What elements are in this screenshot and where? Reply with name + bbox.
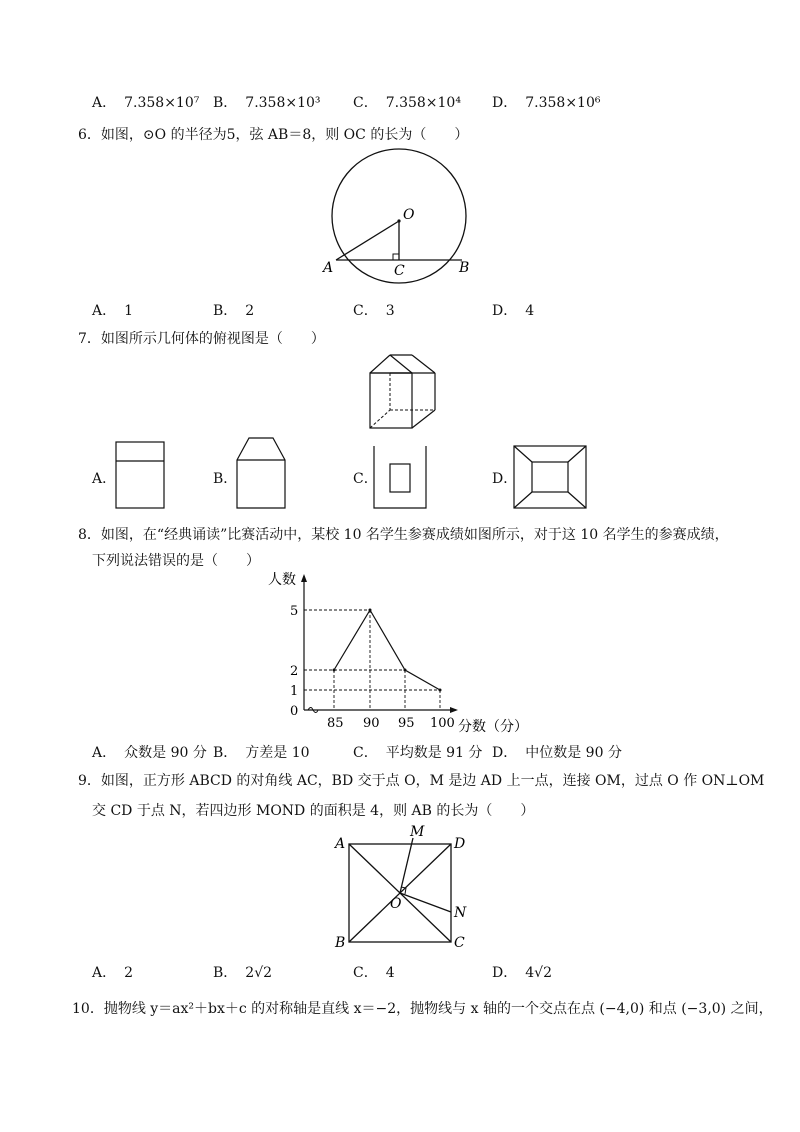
label-c: C: [394, 263, 405, 279]
q7-option-b-figure[interactable]: [233, 436, 289, 510]
y-axis-arrow: [301, 574, 307, 582]
q9-square-figure: [330, 826, 480, 956]
option-label: B．: [213, 95, 238, 111]
x-tick-label: 100: [430, 716, 455, 731]
x-tick-label: 85: [327, 716, 344, 731]
label-b: B: [459, 260, 470, 276]
option-label: A．: [92, 965, 117, 981]
option-text: 2: [124, 965, 134, 981]
option-label: A．: [92, 471, 117, 487]
option-text: 2: [245, 303, 255, 319]
option-label: C．: [353, 471, 378, 487]
q5-option-d[interactable]: [492, 94, 600, 112]
label-c: C: [454, 935, 465, 951]
option-label: A．: [92, 303, 117, 319]
option-label: C．: [353, 745, 378, 761]
option-text: 平均数是 91 分: [385, 745, 483, 761]
option-label: C．: [353, 965, 378, 981]
q5-option-a[interactable]: [92, 94, 199, 112]
option-text: 3: [385, 303, 395, 319]
q6-option-c[interactable]: [353, 302, 395, 320]
chart-xlabel: 分数（分）: [458, 719, 528, 735]
y-tick-label: 1: [290, 684, 299, 699]
data-point: [333, 669, 336, 672]
label-m: M: [410, 824, 425, 840]
data-point: [369, 609, 372, 612]
q8-option-b[interactable]: [213, 744, 310, 762]
q8-option-c[interactable]: [353, 744, 482, 762]
q7-stem: 7．如图所示几何体的俯视图是（ ）: [78, 331, 325, 347]
option-label: A．: [92, 95, 117, 111]
q7-option-d-figure[interactable]: [512, 444, 588, 510]
q8-stem-line1: 8．如图，在“经典诵读”比赛活动中，某校 10 名学生参赛成绩如图所示，对于这 10 名学生的参赛成绩，: [78, 527, 729, 543]
option-label: B．: [213, 965, 238, 981]
q5-option-b[interactable]: [213, 94, 321, 112]
q7-option-a-figure[interactable]: [114, 440, 166, 510]
y-tick-label: 5: [290, 604, 299, 619]
q8-line-chart: [260, 568, 528, 738]
option-text: 4: [385, 965, 395, 981]
y-tick-label: 0: [290, 704, 299, 719]
option-label: B．: [213, 745, 238, 761]
q8-option-d[interactable]: [492, 744, 622, 762]
option-label: D．: [492, 965, 518, 981]
q9-option-b[interactable]: [213, 964, 272, 982]
label-o: O: [403, 207, 415, 223]
option-text: 7.358×10³: [245, 95, 321, 111]
label-n: N: [454, 905, 467, 921]
y-tick-label: 2: [290, 664, 299, 679]
right-angle-mark: [393, 254, 399, 260]
q7-solid-figure: [360, 350, 450, 435]
x-tick-label: 90: [363, 716, 380, 731]
option-text: 方差是 10: [245, 745, 310, 761]
option-label: C．: [353, 95, 378, 111]
q5-option-c[interactable]: [353, 94, 461, 112]
q6-option-a[interactable]: [92, 302, 133, 320]
chart-series: [333, 609, 442, 692]
q9-stem-line2: 交 CD 于点 N，若四边形 MOND 的面积是 4，则 AB 的长为（ ）: [92, 803, 535, 819]
option-label: D．: [492, 745, 518, 761]
label-d: D: [454, 836, 466, 852]
q7-option-c-figure[interactable]: [372, 444, 428, 510]
option-text: 中位数是 90 分: [525, 745, 622, 761]
label-b: B: [335, 935, 346, 951]
data-point: [404, 669, 407, 672]
chart-guides: [304, 610, 440, 710]
label-a: A: [323, 260, 334, 276]
q6-option-d[interactable]: [492, 302, 534, 320]
option-text: 7.358×10⁴: [385, 95, 461, 111]
label-a: A: [335, 836, 346, 852]
option-text: 众数是 90 分: [124, 745, 207, 761]
x-axis-arrow: [450, 707, 458, 713]
q9-option-c[interactable]: [353, 964, 395, 982]
option-label: A．: [92, 745, 117, 761]
option-text: 4: [525, 303, 535, 319]
q10-stem: 10．抛物线 y＝ax²＋bx＋c 的对称轴是直线 x＝−2，抛物线与 x 轴的一个交点在点 (−4,0) 和点 (−3,0) 之间，: [72, 1001, 773, 1017]
option-text: 4√2: [525, 965, 552, 981]
option-text: 7.358×10⁷: [124, 95, 200, 111]
series-line: [334, 610, 440, 690]
option-label: D．: [492, 95, 518, 111]
label-o: O: [390, 896, 402, 912]
option-label: C．: [353, 303, 378, 319]
option-text: 2√2: [245, 965, 273, 981]
q8-option-a[interactable]: [92, 744, 207, 762]
option-label: B．: [213, 303, 238, 319]
segment-om: [400, 838, 413, 893]
chart-axes: [301, 574, 458, 713]
chart-ylabel: 人数: [268, 572, 296, 588]
q9-option-a[interactable]: [92, 964, 133, 982]
segment-on: [400, 893, 451, 912]
option-label: D．: [492, 303, 518, 319]
center-point: [397, 219, 400, 222]
option-text: 1: [124, 303, 134, 319]
segment-oa: [336, 221, 399, 260]
option-text: 7.358×10⁶: [525, 95, 601, 111]
q6-circle-figure: [320, 148, 480, 288]
q6-option-b[interactable]: [213, 302, 254, 320]
option-label: D．: [492, 471, 518, 487]
data-point: [439, 689, 442, 692]
q6-stem: 6．如图，⊙O 的半径为5，弦 AB＝8，则 OC 的长为（ ）: [78, 127, 469, 143]
q9-option-d[interactable]: [492, 964, 552, 982]
q8-stem-line2: 下列说法错误的是（ ）: [92, 553, 260, 569]
option-label: B．: [213, 471, 238, 487]
q9-stem-line1: 9．如图，正方形 ABCD 的对角线 AC，BD 交于点 O，M 是边 AD 上一点，连接 OM，过点 O 作 ON⊥OM: [78, 773, 765, 789]
x-tick-label: 95: [398, 716, 415, 731]
